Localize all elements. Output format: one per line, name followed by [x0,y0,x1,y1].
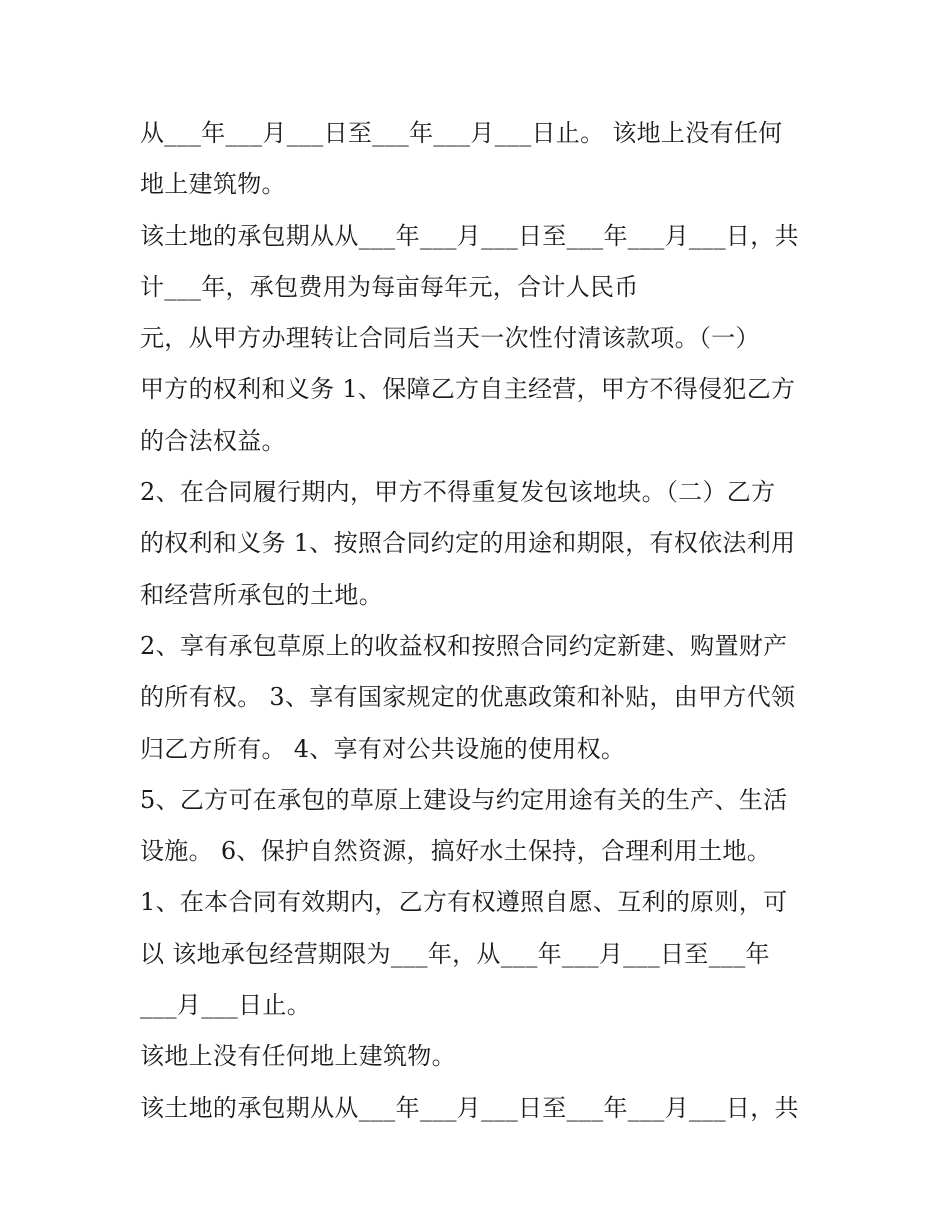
text-line: 和经营所承包的土地。 [140,580,383,609]
text-line: 2、享有承包草原上的收益权和按照合同约定新建、购置财产 [140,631,788,660]
text-line: 归乙方所有。 4、享有对公共设施的使用权。 [140,734,626,763]
text-line: 该地上没有任何地上建筑物。 [140,1042,456,1071]
text-line: 以 该地承包经营期限为___年，从___年___月___日至___年 [140,939,770,968]
text-line: 元，从甲方办理转让合同后当天一次性付清该款项。（一） [140,324,760,353]
text-line: 设施。 6、保护自然资源，搞好水土保持，合理利用土地。 [140,837,771,866]
text-line: 2、在合同履行期内，甲方不得重复发包该地块。（二）乙方 [140,478,776,507]
text-line: 该土地的承包期从从___年___月___日至___年___月___日，共 [140,221,799,250]
text-line: 的所有权。 3、享有国家规定的优惠政策和补贴，由甲方代领 [140,683,796,712]
text-line: 5、乙方可在承包的草原上建设与约定用途有关的生产、生活 [140,785,788,814]
text-line: 甲方的权利和义务 1、保障乙方自主经营，甲方不得侵犯乙方 [140,375,796,404]
text-line: 从___年___月___日至___年___月___日止。 该地上没有任何 [140,119,783,147]
text-line: 该土地的承包期从从___年___月___日至___年___月___日，共 [140,1093,799,1122]
text-line: 地上建筑物。 [140,170,286,199]
text-line: 的合法权益。 [140,426,286,455]
text-line: 1、在本合同有效期内，乙方有权遵照自愿、互利的原则，可 [140,888,788,917]
text-line: 计___年，承包费用为每亩每年元，合计人民币 [140,272,639,301]
text-line: 的权利和义务 1、按照合同约定的用途和期限，有权依法利用 [140,529,796,558]
contract-body-text [140,108,820,1134]
text-line: ___月___日止。 [140,991,311,1020]
